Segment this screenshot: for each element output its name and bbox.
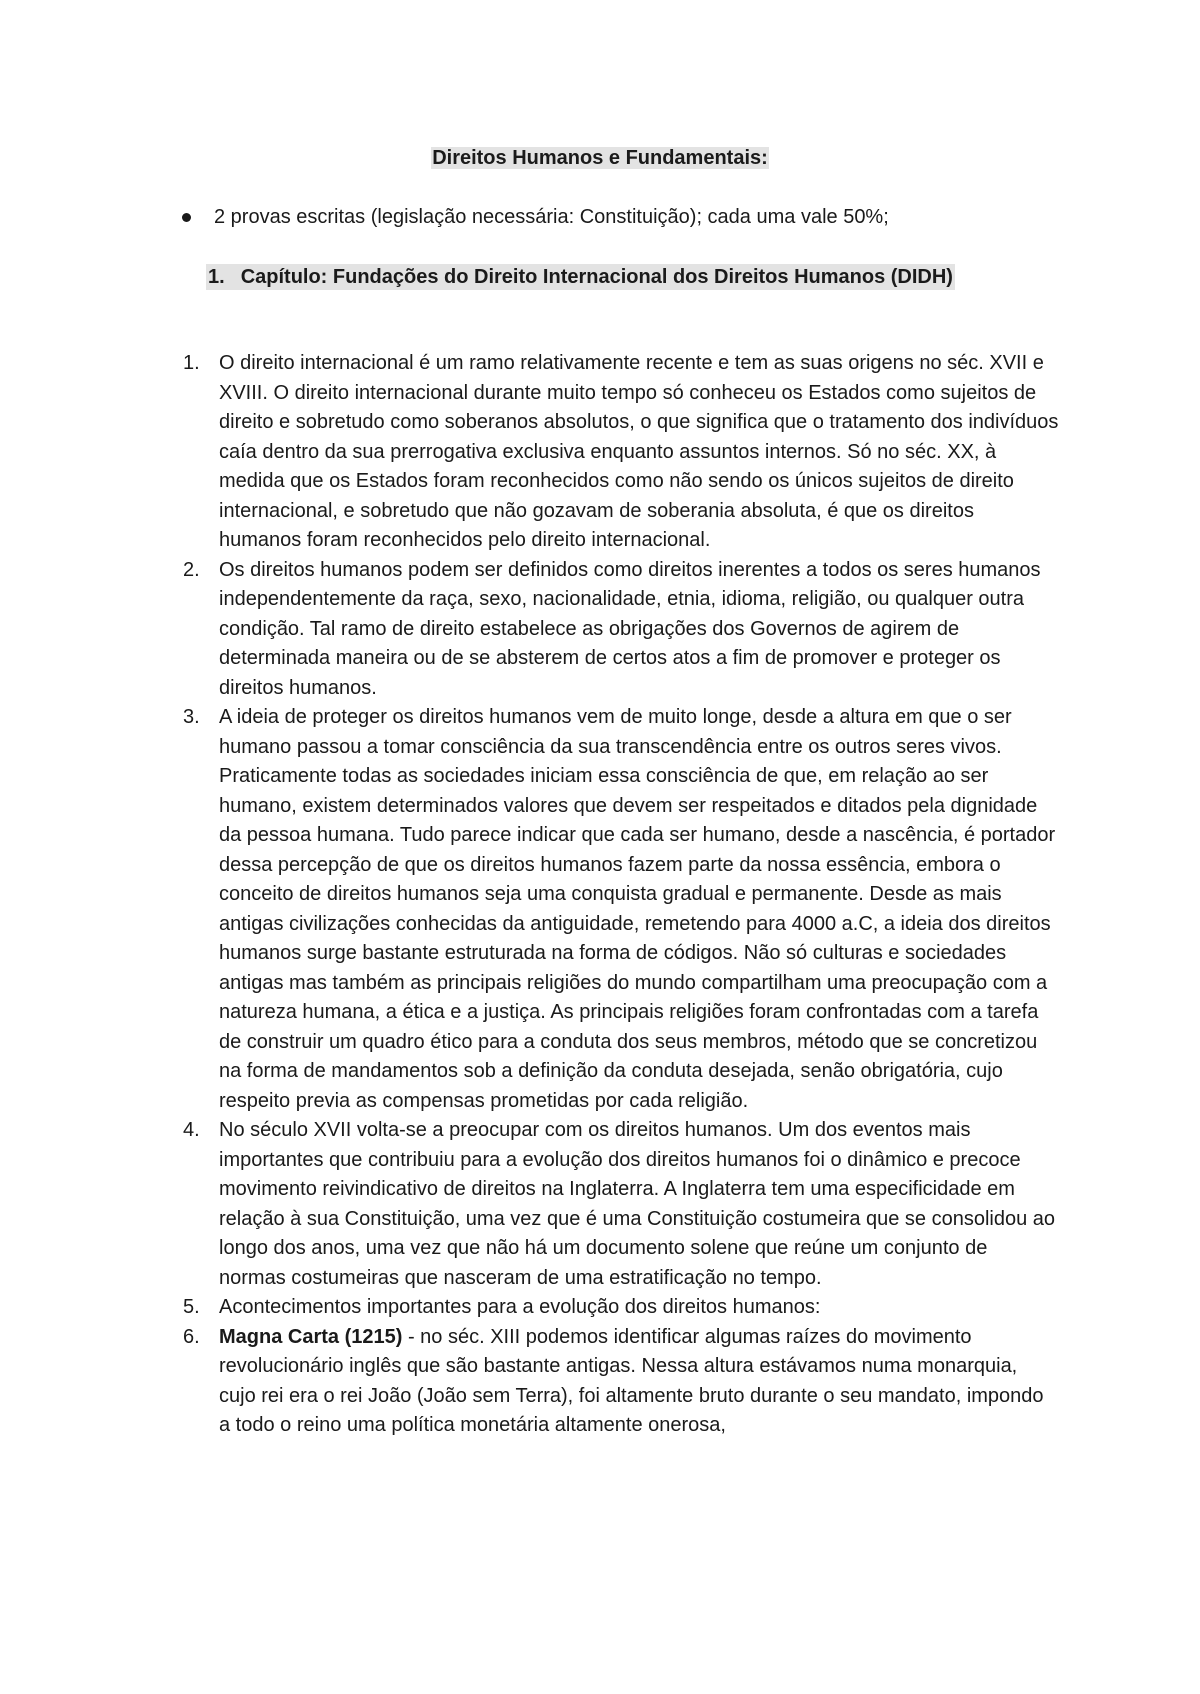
list-item-number: 1. — [183, 352, 200, 374]
document-title-text: Direitos Humanos e Fundamentais: — [432, 147, 768, 169]
numbered-paragraph-list — [0, 349, 1200, 1441]
list-item-number: 3. — [183, 706, 200, 728]
list-item-text: A ideia de proteger os direitos humanos vem de muito longe, desde a altura em que o ser humano passou a tomar consciência da sua transcendência entre os outros seres vivos. Praticamente todas as sociedades iniciam essa consciência de que, em relação ao ser humano, existem determinados valores que devem ser respeitados e ditados pela dignidade da pessoa humana. Tudo parece indicar que cada ser humano, desde a nascência, é portador dessa percepção de que os direitos humanos fazem parte da nossa essência, embora o conceito de direitos humanos seja uma conquista gradual e permanente. Desde as mais antigas civilizações conhecidas da antiguidade, remetendo para 4000 a.C, a ideia dos direitos humanos surge bastante estruturada na forma de códigos. Não só culturas e sociedades antigas mas também as principais religiões do mundo compartilham uma preocupação com a natureza humana, a ética e a justiça. As principais religiões foram confrontadas com a tarefa de construir um quadro ético para a conduta dos seus membros, método que se concretizou na forma de mandamentos sob a definição da conduta desejada, senão obrigatória, cujo respeito previa as compensas prometidas por cada religião. — [219, 706, 1056, 1112]
list-item — [0, 556, 1059, 704]
chapter-title: Capítulo: Fundações do Direito Internacional dos Direitos Humanos (DIDH) — [240, 266, 953, 288]
exam-info-bullet — [182, 204, 889, 230]
list-item-text: O direito internacional é um ramo relativamente recente e tem as suas origens no séc. XVII e XVIII. O direito internacional durante muito tempo só conheceu os Estados como sujeitos de direito e sobretudo como soberanos absolutos, o que significa que o tratamento dos indivíduos caía dentro da sua prerrogativa exclusiva enquanto assuntos internos. Só no séc. XX, à medida que os Estados foram reconhecidos como não sendo os únicos sujeitos de direito internacional, e sobretudo que não gozavam de soberania absoluta, é que os direitos humanos foram reconhecidos pelo direito internacional. — [219, 352, 1059, 551]
list-item — [0, 1293, 1059, 1323]
list-item-number: 5. — [183, 1296, 200, 1318]
list-item-number: 4. — [183, 1119, 200, 1141]
chapter-number: 1. — [208, 266, 225, 288]
list-item-text: Os direitos humanos podem ser definidos como direitos inerentes a todos os seres humanos independentemente da raça, sexo, nacionalidade, etnia, idioma, religião, ou qualquer outra condição. Tal ramo de direito estabelece as obrigações dos Governos de agirem de determinada maneira ou de se absterem de certos atos a fim de promover e proteger os direitos humanos. — [219, 558, 1041, 699]
exam-info-text: 2 provas escritas (legislação necessária: Constituição); cada uma vale 50%; — [214, 206, 889, 228]
list-item — [0, 703, 1059, 1116]
bullet-icon — [182, 213, 191, 222]
list-item — [0, 1323, 1059, 1441]
document-title — [0, 145, 1200, 171]
list-item-number: 6. — [183, 1325, 200, 1348]
list-item-text: No século XVII volta-se a preocupar com os direitos humanos. Um dos eventos mais importantes que contribuiu para a evolução dos direitos humanos foi o dinâmico e precoce movimento reivindicativo de direitos na Inglaterra. A Inglaterra tem uma especificidade em relação à sua Constituição, uma vez que é uma Constituição costumeira que se consolidou ao longo dos anos, uma vez que não há um documento solene que reúne um conjunto de normas costumeiras que nasceram de uma estratificação no tempo. — [219, 1119, 1056, 1289]
list-item-number: 2. — [183, 558, 200, 581]
list-item-text: Acontecimentos importantes para a evolução dos direitos humanos: — [219, 1296, 821, 1318]
list-item — [0, 1116, 1059, 1293]
list-item-text: - no séc. XIII podemos identificar algumas raízes do movimento revolucionário inglês que são bastante antigas. Nessa altura estávamos numa monarquia, cujo rei era o rei João (João sem Terra), foi altamente bruto durante o seu mandato, impondo a todo o reino uma política monetária altamente onerosa, — [219, 1325, 1044, 1436]
list-item-lead: Magna Carta (1215) — [219, 1325, 403, 1348]
list-item — [0, 349, 1059, 556]
chapter-heading — [206, 264, 955, 290]
